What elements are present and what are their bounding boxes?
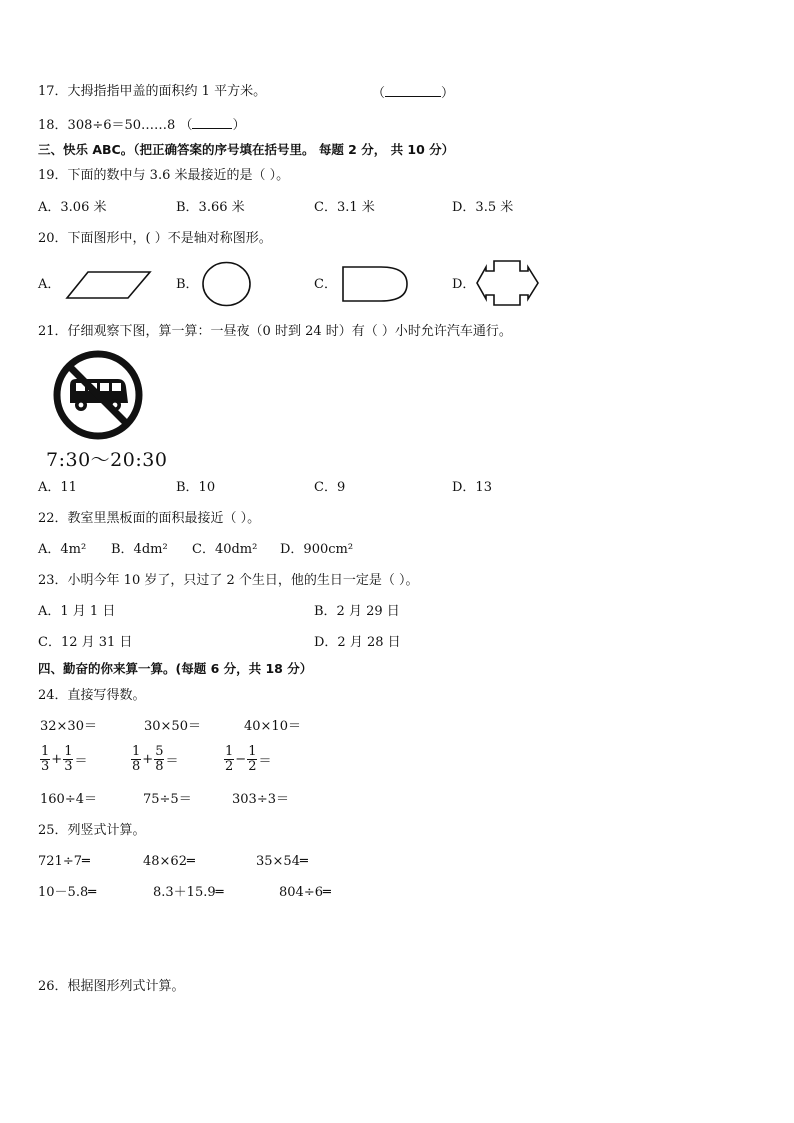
q17-answer-blank[interactable]: [385, 84, 441, 97]
q24-item-7: 160÷4＝: [40, 792, 97, 807]
q24-item-1: 32×30＝: [40, 719, 97, 734]
q23-option-c[interactable]: C．12 月 31 日: [38, 635, 133, 650]
q24-fraction-2: [131, 745, 179, 774]
no-vehicle-sign-icon: [52, 349, 144, 441]
q19-option-b[interactable]: B．3.66 米: [176, 200, 245, 215]
fraction-denominator: 2: [225, 759, 234, 774]
section3-title: 三、快乐 ABC。（把正确答案的序号填在括号里。 每题 2 分， 共 10 分）: [38, 142, 455, 157]
q19-option-a[interactable]: A．3.06 米: [38, 200, 107, 215]
q22-option-c[interactable]: C．40dm²: [192, 542, 258, 557]
fraction-denominator: 2: [248, 759, 257, 774]
circle-icon: [202, 261, 252, 307]
fraction-operator: +: [142, 752, 154, 767]
q20-option-b[interactable]: B．: [176, 277, 199, 292]
fraction-equals: ＝: [74, 754, 88, 769]
fraction-denominator: 8: [132, 759, 141, 774]
q17-answer-paren: [372, 84, 454, 102]
q25-item-4: 10－5.8═: [38, 885, 97, 900]
q24-item-9: 303÷3＝: [232, 792, 289, 807]
q18-line: [38, 116, 245, 134]
q20-option-c[interactable]: C．: [314, 277, 337, 292]
q26-stem: 26．根据图形列式计算。: [38, 979, 185, 994]
q21-option-a[interactable]: A．11: [38, 480, 77, 495]
q24-stem: 24．直接写得数。: [38, 688, 146, 703]
sign-time-caption: 7:30～20:30: [46, 449, 168, 471]
q23-stem: 23．小明今年 10 岁了，只过了 2 个生日，他的生日一定是（ ）。: [38, 573, 419, 588]
q25-stem: 25．列竖式计算。: [38, 823, 146, 838]
q25-item-3: 35×54═: [256, 854, 308, 869]
q18-text: 18．308÷6＝50……8 （: [38, 118, 193, 133]
fraction-denominator: 8: [155, 759, 164, 774]
q19-option-c[interactable]: C．3.1 米: [314, 200, 375, 215]
q25-item-5: 8.3＋15.9═: [153, 885, 224, 900]
q21-option-b[interactable]: B．10: [176, 480, 216, 495]
parallelogram-icon: [66, 270, 152, 300]
q20-option-a[interactable]: A．: [38, 277, 61, 292]
q22-option-b[interactable]: B．4dm²: [111, 542, 168, 557]
fraction-numerator: 1: [248, 744, 257, 759]
fraction-numerator: 5: [155, 744, 164, 759]
q21-stem: 21．仔细观察下图，算一算：一昼夜（0 时到 24 时）有（ ）小时允许汽车通行。: [38, 324, 512, 339]
bullet-shape-icon: [341, 265, 409, 303]
q23-option-b[interactable]: B．2 月 29 日: [314, 604, 400, 619]
q22-option-a[interactable]: A．4m²: [38, 542, 87, 557]
q22-option-d[interactable]: D．900cm²: [280, 542, 354, 557]
fraction-numerator: 1: [225, 744, 234, 759]
double-arrow-cross-icon: [476, 259, 540, 307]
fraction-denominator: 3: [64, 759, 73, 774]
q24-item-2: 30×50＝: [144, 719, 201, 734]
fraction-equals: ＝: [165, 754, 179, 769]
q25-item-2: 48×62═: [143, 854, 195, 869]
q24-fraction-1: [40, 745, 88, 774]
q25-item-1: 721÷7═: [38, 854, 90, 869]
fraction-operator: −: [235, 752, 247, 767]
q18-answer-blank[interactable]: [192, 116, 232, 129]
q17-text: 17．大拇指指甲盖的面积约 1 平方米。: [38, 84, 267, 99]
q19-option-d[interactable]: D．3.5 米: [452, 200, 514, 215]
q24-fraction-3: [224, 745, 272, 774]
q21-option-d[interactable]: D．13: [452, 480, 492, 495]
fraction-numerator: 1: [41, 744, 50, 759]
fraction-numerator: 1: [64, 744, 73, 759]
q24-item-8: 75÷5＝: [143, 792, 192, 807]
q24-item-3: 40×10＝: [244, 719, 301, 734]
q20-stem: 20．下面图形中，( ）不是轴对称图形。: [38, 231, 272, 246]
q21-option-c[interactable]: C．9: [314, 480, 346, 495]
fraction-denominator: 3: [41, 759, 50, 774]
q23-option-a[interactable]: A．1 月 1 日: [38, 604, 116, 619]
q17-paren-close: ）: [441, 86, 455, 101]
q17-line: [38, 84, 266, 100]
q17-paren-open: （: [372, 86, 386, 101]
q18-paren-close: ）: [232, 118, 246, 133]
q19-stem: 19．下面的数中与 3.6 米最接近的是（ ）。: [38, 168, 290, 183]
q22-stem: 22．教室里黑板面的面积最接近（ ）。: [38, 511, 261, 526]
fraction-operator: +: [51, 752, 63, 767]
fraction-equals: ＝: [258, 754, 272, 769]
q25-item-6: 804÷6═: [279, 885, 331, 900]
q20-option-d[interactable]: D．: [452, 277, 476, 292]
q23-option-d[interactable]: D．2 月 28 日: [314, 635, 401, 650]
section4-title: 四、勤奋的你来算一算。(每题 6 分，共 18 分）: [38, 661, 313, 676]
fraction-numerator: 1: [132, 744, 141, 759]
